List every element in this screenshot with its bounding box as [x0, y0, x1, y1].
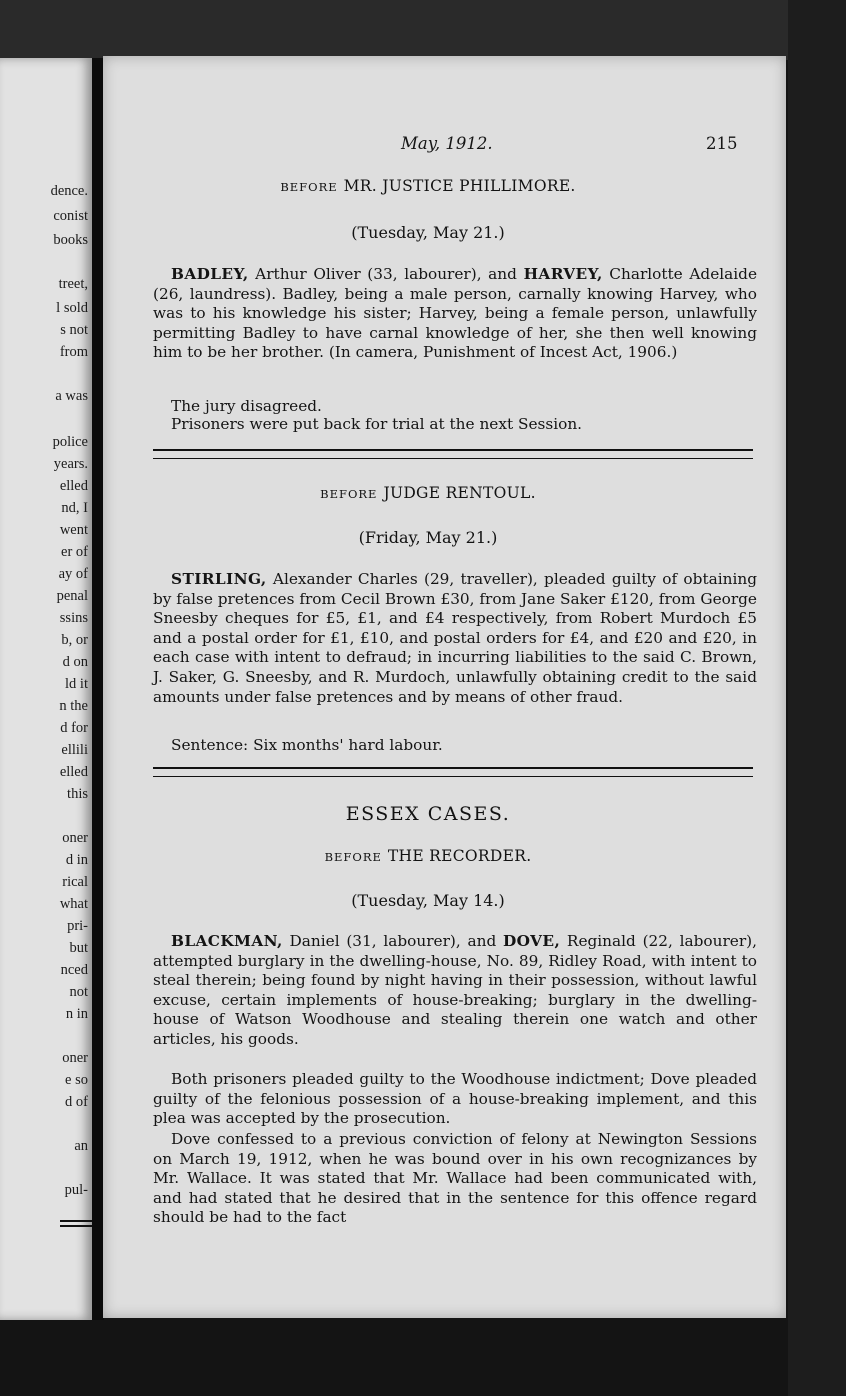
facing-page-fragment: from: [59, 344, 88, 360]
facing-page-fragment: l sold: [56, 300, 88, 316]
facing-page-fragment: a was: [55, 388, 88, 404]
section-divider: [153, 449, 753, 459]
judge-heading: [103, 484, 753, 502]
book-page: [103, 56, 786, 1318]
facing-page-fragment: elled: [59, 478, 88, 494]
judge-name: JUDGE RENTOUL.: [383, 484, 536, 502]
facing-page-edge: [0, 58, 92, 1320]
facing-page-fragment: penal: [56, 588, 88, 604]
running-head-date: May, 1912.: [401, 134, 493, 153]
defendant-name: BLACKMAN,: [171, 932, 283, 950]
outcome-paragraph: Prisoners were put back for trial at the next Session.: [171, 415, 583, 433]
facing-page-fragment: n the: [59, 698, 88, 714]
facing-page-fragment: oner: [62, 1050, 88, 1066]
plea-paragraph: Both prisoners pleaded guilty to the Woodhouse indictment; Dove pleaded guilty of the felonious possession of a house-breaking implement, and this plea was accepted by the prosecution.: [153, 1070, 757, 1128]
facing-page-fragment: ay of: [58, 566, 88, 582]
before-label: BEFORE: [320, 487, 378, 501]
sitting-date: (Tuesday, May 21.): [351, 223, 505, 242]
facing-page-rule: [60, 1225, 92, 1227]
facing-page-fragment: ellili: [61, 742, 88, 758]
facing-page-fragment: elled: [59, 764, 88, 780]
facing-page-fragment: ssins: [59, 610, 88, 626]
facing-page-fragment: nced: [60, 962, 88, 978]
case-paragraph: BLACKMAN, Daniel (31, labourer), and DOVE, Reginald (22, labourer), attempted burglary in the dwelling-house, No. 89, Ridley Road, with intent to steal therein; being found by night having in their possession, without lawful excuse, certain implements of house-breaking; burglary in the dwelling-house of Watson Woodhouse and stealing therein one watch and other articles, his goods.: [153, 932, 757, 1048]
sitting-date: (Tuesday, May 14.): [351, 891, 505, 910]
facing-page-fragment: years.: [53, 456, 88, 472]
section-title: ESSEX CASES.: [345, 803, 511, 825]
sentence-paragraph: Sentence: Six months' hard labour.: [171, 736, 443, 754]
facing-page-fragment: d for: [60, 720, 88, 736]
case-paragraph: BADLEY, Arthur Oliver (33, labourer), and HARVEY, Charlotte Adelaide (26, laundress). Badley, being a male person, carnally knowing Harvey, who was to his knowledge his sister; Harvey, being a female person, unlawfully permitting Badley to have carnal knowledge of her, she then well knowing him to be her brother. (In camera, Punishment of Incest Act, 1906.): [153, 265, 757, 362]
facing-page-fragment: books: [53, 232, 88, 248]
defendant-name: STIRLING,: [171, 570, 267, 588]
facing-page-fragment: s not: [60, 322, 88, 338]
facing-page-fragment: conist: [53, 208, 88, 224]
case-paragraph: STIRLING, Alexander Charles (29, traveller), pleaded guilty of obtaining by false pretences from Cecil Brown £30, from Jane Saker £120, from George Sneesby cheques for £5, £1, and £4 respectively, from Robert Murdoch £5 and a postal order for £1, £10, and postal orders for £4, and £20 and £20, in each case with intent to defraud; in incurring liabilities to the said C. Brown, J. Saker, G. Sneesby, and R. Murdoch, unlawfully obtaining credit to the said amounts under false pretences and by means of other fraud.: [153, 570, 757, 706]
facing-page-fragment: what: [59, 896, 88, 912]
facing-page-fragment: d on: [62, 654, 88, 670]
judge-heading: [103, 847, 753, 865]
facing-page-fragment: pri-: [67, 918, 88, 934]
facing-page-fragment: b, or: [61, 632, 88, 648]
facing-page-fragment: oner: [62, 830, 88, 846]
judge-name: THE RECORDER.: [387, 847, 532, 865]
scan-background-right: [788, 0, 846, 1396]
facing-page-fragment: e so: [65, 1072, 88, 1088]
defendant-name: BADLEY,: [171, 265, 249, 283]
verdict-paragraph: The jury disagreed.: [171, 397, 322, 415]
facing-page-fragment: this: [67, 786, 88, 802]
facing-page-fragment: dence.: [50, 183, 88, 199]
before-label: BEFORE: [280, 180, 338, 194]
facing-page-fragment: an: [74, 1138, 88, 1154]
section-divider: [153, 767, 753, 777]
judge-heading: [103, 177, 753, 195]
facing-page-fragment: d in: [65, 852, 88, 868]
judge-name: MR. JUSTICE PHILLIMORE.: [343, 177, 576, 195]
facing-page-rule: [60, 1220, 92, 1222]
running-head: [103, 134, 786, 158]
record-paragraph: Dove confessed to a previous conviction of felony at Newington Sessions on March 19, 1912, when he was bound over in his own recognizances by Mr. Wallace. It was stated that Mr. Wallace had been communicated with, and had stated that he desired that in the sentence for this offence regard should be had to the fact: [153, 1130, 757, 1227]
scan-background-top: [0, 0, 846, 60]
facing-page-fragment: police: [52, 434, 88, 450]
facing-page-fragment: er of: [61, 544, 88, 560]
facing-page-fragment: pul-: [64, 1182, 88, 1198]
facing-page-fragment: n in: [65, 1006, 88, 1022]
facing-page-fragment: but: [69, 940, 88, 956]
sitting-date: (Friday, May 21.): [358, 528, 498, 547]
facing-page-fragment: treet,: [58, 276, 88, 292]
page-number: 215: [706, 134, 738, 153]
defendant-name: HARVEY,: [523, 265, 603, 283]
facing-page-fragment: not: [69, 984, 88, 1000]
defendant-name: DOVE,: [503, 932, 561, 950]
facing-page-fragment: nd, I: [61, 500, 88, 516]
facing-page-fragment: d of: [65, 1094, 88, 1110]
facing-page-fragment: ld it: [65, 676, 88, 692]
facing-page-fragment: rical: [62, 874, 88, 890]
before-label: BEFORE: [324, 850, 382, 864]
facing-page-fragment: went: [59, 522, 88, 538]
